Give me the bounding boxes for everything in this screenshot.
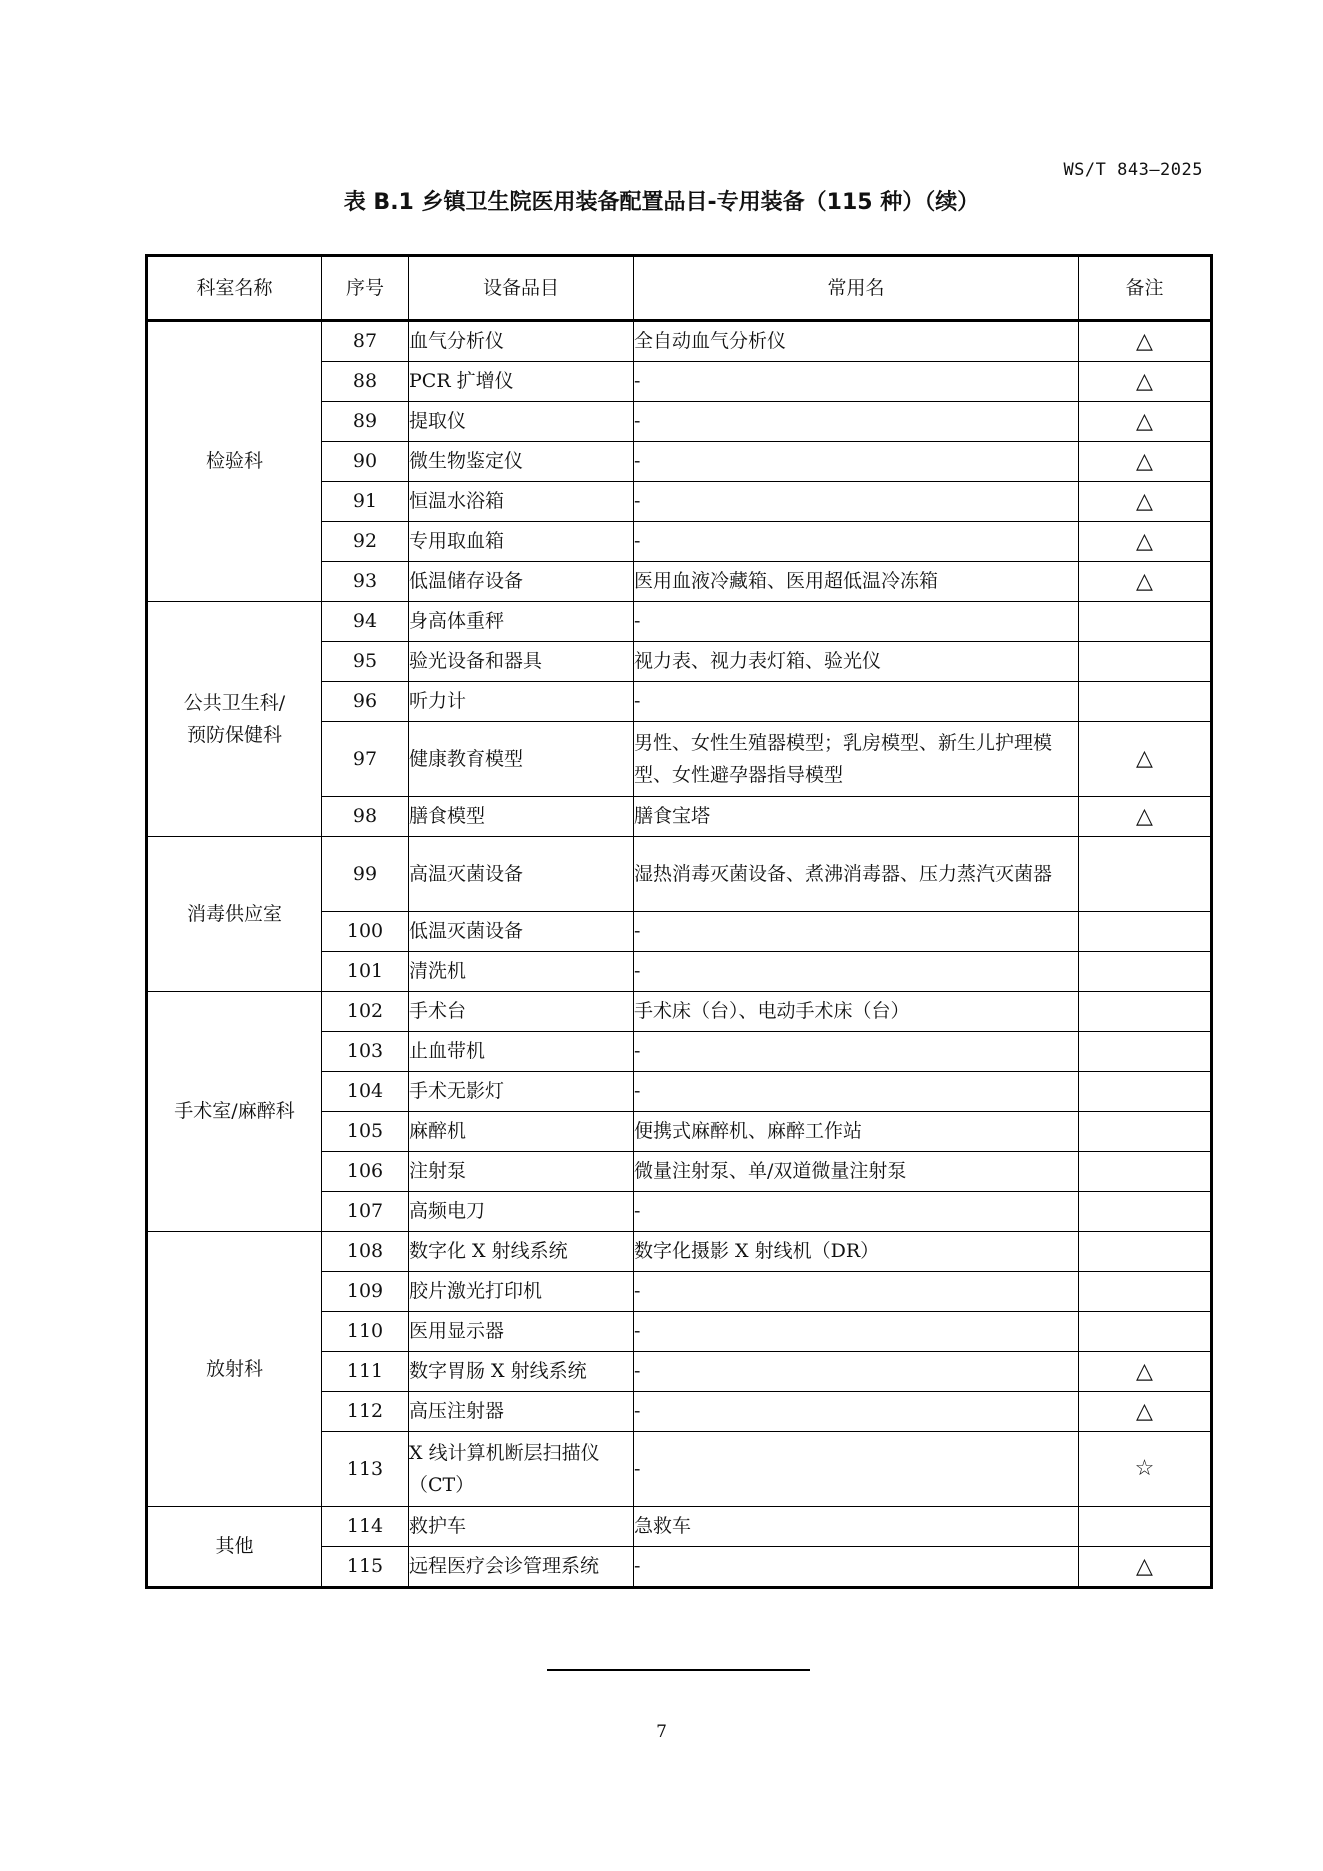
common-name-cell: 全自动血气分析仪 [634,321,1079,362]
equipment-item-cell: 恒温水浴箱 [409,482,634,522]
remark-cell [1079,1232,1212,1272]
serial-number-cell: 91 [322,482,409,522]
common-name-cell: 医用血液冷藏箱、医用超低温冷冻箱 [634,562,1079,602]
serial-number-cell: 103 [322,1032,409,1072]
equipment-item-cell: 身高体重秤 [409,602,634,642]
remark-cell [1079,912,1212,952]
equipment-item-cell: PCR 扩增仪 [409,362,634,402]
page-number: 7 [656,1722,667,1742]
equipment-item-cell: 膳食模型 [409,797,634,837]
table-row [147,321,1212,362]
equipment-item-cell: 注射泵 [409,1152,634,1192]
common-name-cell: - [634,1192,1079,1232]
common-name-cell: - [634,482,1079,522]
equipment-item-cell: 健康教育模型 [409,722,634,797]
department-cell: 检验科 [147,321,322,602]
serial-number-cell: 104 [322,1072,409,1112]
serial-number-cell: 109 [322,1272,409,1312]
serial-number-cell: 92 [322,522,409,562]
equipment-item-cell: 清洗机 [409,952,634,992]
serial-number-cell: 101 [322,952,409,992]
department-cell: 其他 [147,1507,322,1588]
serial-number-cell: 87 [322,321,409,362]
remark-cell [1079,1032,1212,1072]
table-row [147,992,1212,1032]
common-name-cell: - [634,952,1079,992]
common-name-cell: 湿热消毒灭菌设备、煮沸消毒器、压力蒸汽灭菌器 [634,837,1079,912]
column-header: 设备品目 [409,256,634,321]
equipment-item-cell: 救护车 [409,1507,634,1547]
remark-cell: △ [1079,362,1212,402]
table-title: 表 B.1 乡镇卫生院医用装备配置品目-专用装备（115 种）（续） [343,190,980,215]
common-name-cell: - [634,402,1079,442]
department-cell: 消毒供应室 [147,837,322,992]
serial-number-cell: 112 [322,1392,409,1432]
equipment-item-cell: 医用显示器 [409,1312,634,1352]
common-name-cell: - [634,362,1079,402]
common-name-cell: - [634,682,1079,722]
equipment-item-cell: 手术无影灯 [409,1072,634,1112]
common-name-cell: - [634,1392,1079,1432]
remark-cell: △ [1079,1547,1212,1588]
serial-number-cell: 97 [322,722,409,797]
equipment-item-cell: 验光设备和器具 [409,642,634,682]
equipment-item-cell: 听力计 [409,682,634,722]
table-row [147,1507,1212,1547]
remark-cell [1079,1072,1212,1112]
serial-number-cell: 113 [322,1432,409,1507]
remark-cell: △ [1079,1352,1212,1392]
serial-number-cell: 115 [322,1547,409,1588]
serial-number-cell: 93 [322,562,409,602]
remark-cell: △ [1079,722,1212,797]
remark-cell: △ [1079,402,1212,442]
common-name-cell: 男性、女性生殖器模型；乳房模型、新生儿护理模型、女性避孕器指导模型 [634,722,1079,797]
serial-number-cell: 96 [322,682,409,722]
common-name-cell: - [634,1032,1079,1072]
common-name-cell: - [634,602,1079,642]
common-name-cell: 数字化摄影 X 射线机（DR） [634,1232,1079,1272]
common-name-cell: - [634,1272,1079,1312]
equipment-item-cell: 专用取血箱 [409,522,634,562]
serial-number-cell: 108 [322,1232,409,1272]
department-cell: 公共卫生科/预防保健科 [147,602,322,837]
serial-number-cell: 105 [322,1112,409,1152]
common-name-cell: - [634,1432,1079,1507]
serial-number-cell: 102 [322,992,409,1032]
remark-cell: △ [1079,522,1212,562]
table-row [147,602,1212,642]
remark-cell: △ [1079,442,1212,482]
common-name-cell: - [634,442,1079,482]
serial-number-cell: 100 [322,912,409,952]
common-name-cell: 急救车 [634,1507,1079,1547]
common-name-cell: 微量注射泵、单/双道微量注射泵 [634,1152,1079,1192]
common-name-cell: 手术床（台）、电动手术床（台） [634,992,1079,1032]
serial-number-cell: 107 [322,1192,409,1232]
equipment-item-cell: 远程医疗会诊管理系统 [409,1547,634,1588]
common-name-cell: 视力表、视力表灯箱、验光仪 [634,642,1079,682]
common-name-cell: 膳食宝塔 [634,797,1079,837]
column-header: 科室名称 [147,256,322,321]
common-name-cell: - [634,1352,1079,1392]
common-name-cell: - [634,912,1079,952]
equipment-table [145,254,1213,1589]
remark-cell [1079,992,1212,1032]
remark-cell [1079,682,1212,722]
remark-cell [1079,1312,1212,1352]
serial-number-cell: 99 [322,837,409,912]
common-name-cell: 便携式麻醉机、麻醉工作站 [634,1112,1079,1152]
header-row [147,256,1212,321]
table-row [147,1232,1212,1272]
serial-number-cell: 111 [322,1352,409,1392]
remark-cell [1079,952,1212,992]
remark-cell [1079,1272,1212,1312]
column-header: 常用名 [634,256,1079,321]
remark-cell: ☆ [1079,1432,1212,1507]
equipment-item-cell: 血气分析仪 [409,321,634,362]
remark-cell: △ [1079,562,1212,602]
equipment-item-cell: 微生物鉴定仪 [409,442,634,482]
common-name-cell: - [634,1547,1079,1588]
equipment-item-cell: 低温灭菌设备 [409,912,634,952]
equipment-item-cell: 数字化 X 射线系统 [409,1232,634,1272]
department-cell: 放射科 [147,1232,322,1507]
equipment-item-cell: 胶片激光打印机 [409,1272,634,1312]
remark-cell [1079,642,1212,682]
equipment-item-cell: 提取仪 [409,402,634,442]
equipment-item-cell: 高频电刀 [409,1192,634,1232]
table-body [147,321,1212,1588]
standard-number: WS/T 843—2025 [1063,160,1203,180]
column-header: 序号 [322,256,409,321]
remark-cell [1079,1152,1212,1192]
serial-number-cell: 94 [322,602,409,642]
remark-cell: △ [1079,482,1212,522]
common-name-cell: - [634,522,1079,562]
remark-cell: △ [1079,1392,1212,1432]
serial-number-cell: 95 [322,642,409,682]
remark-cell [1079,1192,1212,1232]
serial-number-cell: 88 [322,362,409,402]
equipment-item-cell: 手术台 [409,992,634,1032]
remark-cell: △ [1079,797,1212,837]
equipment-item-cell: X 线计算机断层扫描仪（CT） [409,1432,634,1507]
remark-cell [1079,1507,1212,1547]
equipment-item-cell: 高温灭菌设备 [409,837,634,912]
equipment-item-cell: 麻醉机 [409,1112,634,1152]
equipment-item-cell: 高压注射器 [409,1392,634,1432]
equipment-item-cell: 数字胃肠 X 射线系统 [409,1352,634,1392]
equipment-item-cell: 低温储存设备 [409,562,634,602]
serial-number-cell: 114 [322,1507,409,1547]
common-name-cell: - [634,1312,1079,1352]
department-cell: 手术室/麻醉科 [147,992,322,1232]
remark-cell [1079,1112,1212,1152]
serial-number-cell: 90 [322,442,409,482]
serial-number-cell: 106 [322,1152,409,1192]
remark-cell: △ [1079,321,1212,362]
column-header: 备注 [1079,256,1212,321]
serial-number-cell: 110 [322,1312,409,1352]
remark-cell [1079,602,1212,642]
serial-number-cell: 98 [322,797,409,837]
serial-number-cell: 89 [322,402,409,442]
equipment-item-cell: 止血带机 [409,1032,634,1072]
common-name-cell: - [634,1072,1079,1112]
table-row [147,837,1212,912]
remark-cell [1079,837,1212,912]
footer-rule [547,1669,810,1671]
